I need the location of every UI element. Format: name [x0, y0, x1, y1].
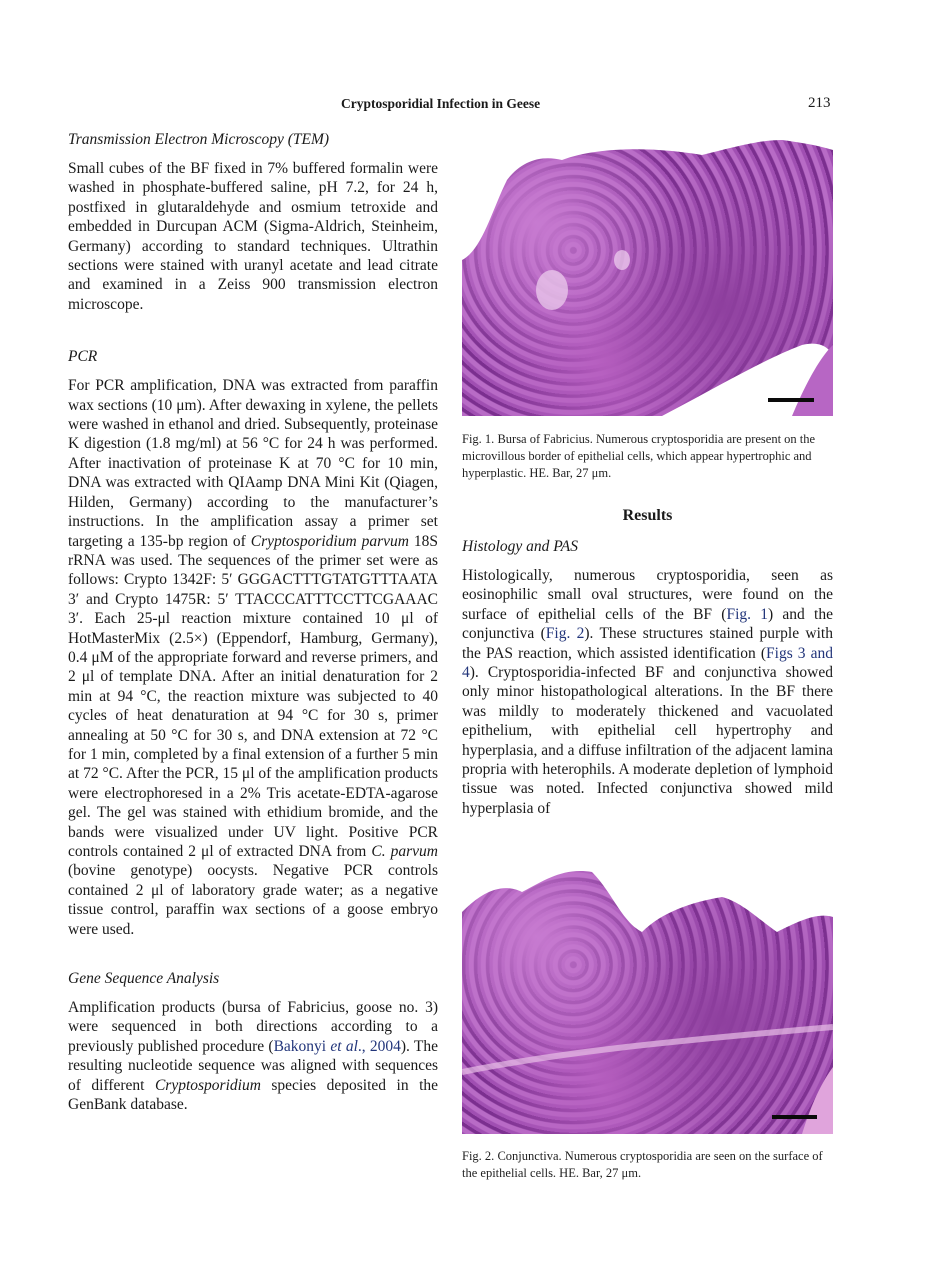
histology-heading: Histology and PAS: [462, 538, 578, 555]
figures-3-4-link[interactable]: Figs 3 and 4: [462, 644, 833, 682]
figure-1-tissue-outline: [462, 140, 833, 416]
running-title: Cryptosporidial Infection in Geese: [341, 96, 541, 111]
gene-sequence-heading: Gene Sequence Analysis: [68, 970, 220, 988]
pcr-paragraph: For PCR amplification, DNA was extracted from paraffin wax sections (10 μm). After dewaxing in xylene, the pellets were washed in ethanol and dried. Subsequently, proteinase K digestion (1.8 mg/ml) at 56 °C for 24 h was performed. After inactivation of proteinase K at 70 °C for 10 min, DNA was extracted with QIAamp DNA Mini Kit (Qiagen, Hilden, Germany) according to the manufacturer’s instructions. In the amplification assay a primer set targeting a 135-bp region of Cryptosporidium parvum 18S rRNA was used. The sequences of the primer set were as follows: Crypto 1342F: 5′ GGGACTTTGTATGTTTAATA 3′ and Crypto 1475R: 5′ TTACCCATTTCCTTCGAAAC 3′. Each 25-μl reaction mixture contained 10 μl of HotMasterMix (2.5×) (Eppendorf, Hamburg, Germany), 0.4 μM of the appropriate forward and reverse primers, and 2 μl of template DNA. After an initial denaturation for 2 min at 94 °C, the reaction mixture was subjected to 40 cycles of heat denaturation at 94 °C for 30 s, primer annealing at 50 °C for 30 s, and DNA extension at 72 °C for 1 min, completed by a final extension of a further 5 min at 72 °C. After the PCR, 15 μl of the amplification products were electrophoresed in a 2% Tris acetate-EDTA-agarose gel. The gel was stained with ethidium bromide, and the bands were visualized under UV light. Positive PCR controls contained 2 μl of extracted DNA from C. parvum (bovine genotype) oocysts. Negative PCR controls contained 2 μl of laboratory grade water; as a negative tissue control, paraffin wax sections of a goose embryo were used.: [68, 377, 438, 938]
gene-sequence-paragraph: Amplification products (bursa of Fabricius, goose no. 3) were sequenced in both directions according to a previously published procedure (Bakonyi et al., 2004). The resulting nucleotide sequence was aligned with sequences of different Cryptosporidium species deposited in the GenBank database.: [68, 999, 438, 1114]
right-column: [462, 140, 833, 1180]
figure-2-scale-bar: [772, 1115, 817, 1119]
tem-heading: Transmission Electron Microscopy (TEM): [68, 131, 330, 148]
page-number: 213: [808, 95, 831, 111]
histology-paragraph: Histologically, numerous cryptosporidia, seen as eosinophilic small oval structures, were found on the surface of epithelial cells of the BF (Fig. 1) and the conjunctiva (Fig. 2). These structures stained purple with the PAS reaction, which assisted identification (Figs 3 and 4). Cryptosporidia-infected BF and conjunctiva showed only minor histopathological alterations. In the BF there was mildly to moderately thickened and vacuolated epithelium, with epithelial cell hypertrophy and hyperplasia, and a diffuse infiltration of the adjacent lamina propria with heterophils. A moderate depletion of lymphoid tissue was noted. Infected conjunctiva showed mild hyperplasia of: [462, 567, 833, 817]
results-heading: Results: [622, 507, 673, 524]
tem-paragraph: Small cubes of the BF fixed in 7% buffered formalin were washed in phosphate-buffered saline, pH 7.2, for 24 h, postfixed in glutaraldehyde and osmium tetroxide and embedded in Durcupan ACM (Sigma-Aldrich, Steinheim, Germany) according to standard techniques. Ultrathin sections were stained with uranyl acetate and lead citrate and examined in a Zeiss 900 transmission electron microscope.: [68, 160, 438, 313]
pcr-heading: PCR: [68, 348, 98, 366]
figure-1-link[interactable]: Fig. 1: [726, 605, 769, 623]
figure-1-caption: Fig. 1. Bursa of Fabricius. Numerous cryptosporidia are present on the microvillous border of epithelial cells, which appear hypertrophic and hyperplastic. HE. Bar, 27 μm.: [462, 432, 816, 480]
left-column: [68, 130, 438, 1114]
reference-link-bakonyi[interactable]: Bakonyi et al., 2004: [273, 1037, 401, 1055]
figure-2-caption: Fig. 2. Conjunctiva. Numerous cryptosporidia are seen on the surface of the epithelial cells. HE. Bar, 27 μm.: [462, 1149, 823, 1180]
figure-2-tissue-outline: [462, 852, 833, 1134]
figure-1-scale-bar: [768, 398, 814, 402]
figure-2-micrograph: [462, 852, 833, 1134]
figure-1-micrograph: [462, 140, 833, 416]
figure-2-link[interactable]: Fig. 2: [545, 625, 585, 643]
